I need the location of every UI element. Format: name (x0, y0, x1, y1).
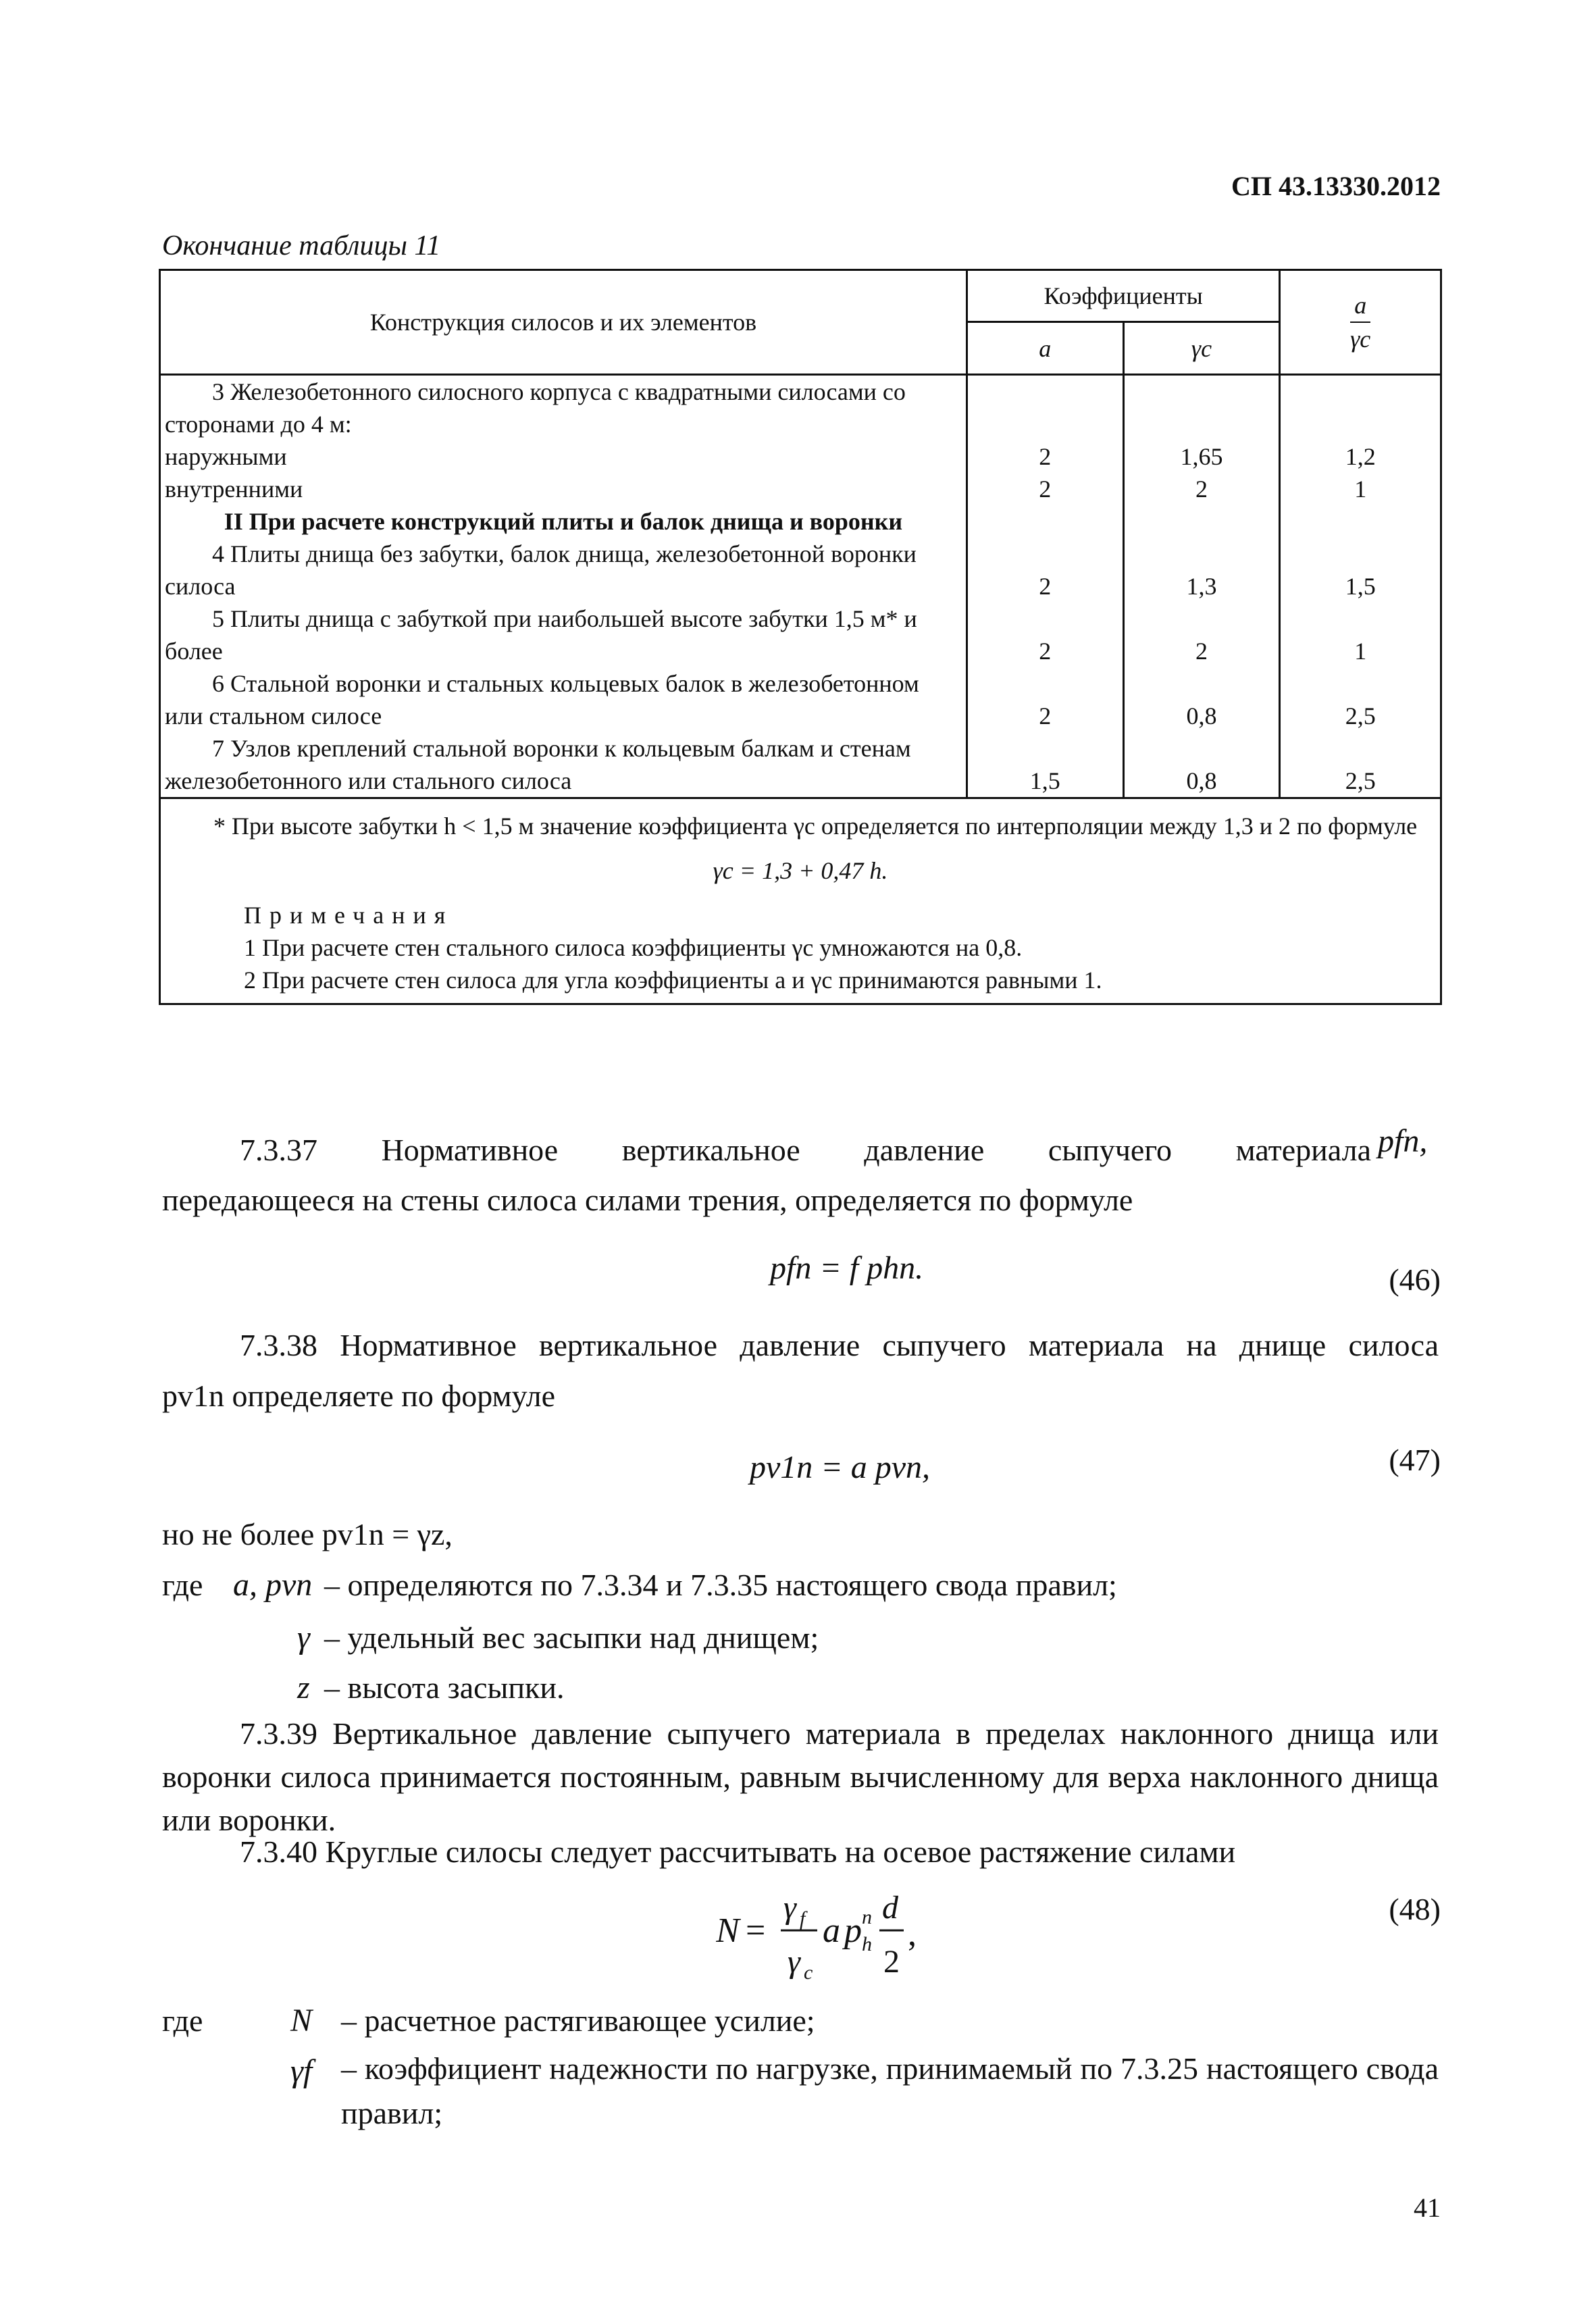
where-label-1: где (162, 1568, 203, 1602)
svg-text:a: a (823, 1911, 840, 1950)
svg-text:2: 2 (883, 1944, 900, 1980)
def-gf-text: – коэффициент надежности по нагрузке, принимаемый по 7.3.25 настоящего свода правил; (341, 2051, 1439, 2130)
gc-value: 0,8 (1186, 702, 1217, 729)
document-number: СП 43.13330.2012 (1231, 171, 1441, 201)
header-gc: γc (1123, 322, 1280, 375)
ratio-column (1280, 375, 1441, 798)
svg-text:f: f (800, 1907, 806, 1930)
table-11 (159, 269, 1442, 1005)
svg-text:h: h (862, 1933, 872, 1955)
gc-value: 0,8 (1186, 767, 1217, 794)
ratio-value: 1,5 (1345, 573, 1376, 600)
svg-text:γ: γ (788, 1944, 800, 1980)
note-2: 2 При расчете стен силоса для угла коэффициенты a и γc принимаются равными 1. (244, 967, 1102, 994)
notes-title: Примечания (244, 902, 454, 929)
section-ii: II При расчете конструкций плиты и балок днища и воронки (224, 508, 903, 535)
page-number: 41 (1414, 2192, 1441, 2223)
a-value: 1,5 (1029, 767, 1060, 794)
svg-text:,: , (908, 1915, 917, 1953)
gc-value: 1,3 (1186, 573, 1217, 600)
equation-number-48: (48) (1389, 1892, 1441, 1926)
ratio-fraction (1350, 289, 1370, 355)
gc-column (1123, 375, 1280, 798)
def-a-text: – определяются по 7.3.34 и 7.3.35 настоящего свода правил; (324, 1568, 1117, 1602)
svg-text:N: N (716, 1911, 740, 1950)
header-ratio (1280, 270, 1441, 375)
formula-47: pv1n = a pvn, (750, 1449, 930, 1485)
a-value: 2 (1039, 573, 1052, 600)
para-7-3-38-line2: pv1n определяете по формуле (162, 1379, 555, 1413)
construction-cell (160, 375, 967, 798)
para-7-3-37-line2: передающееся на стены силоса силами трения, определяется по формуле (162, 1183, 1133, 1217)
table-notes (160, 798, 1441, 1004)
equation-number-46: (46) (1389, 1262, 1441, 1297)
svg-text:c: c (804, 1961, 813, 1984)
ratio-value: 1 (1354, 638, 1367, 665)
formula-48 (716, 1871, 1000, 1986)
def-a-symbol: a, pvn (233, 1567, 313, 1603)
footnote-formula: γc = 1,3 + 0,47 h. (713, 857, 888, 884)
def-N-text: – расчетное растягивающее усилие; (341, 2003, 815, 2038)
svg-text:γ: γ (783, 1890, 796, 1926)
ratio-value: 2,5 (1345, 767, 1376, 794)
para-7-3-40: 7.3.40 Круглые силосы следует рассчитывать на осевое растяжение силами (240, 1834, 1236, 1869)
ratio-value: 1,2 (1345, 443, 1376, 470)
row-inner: внутренними (165, 475, 303, 503)
para-7-3-39: 7.3.39 Вертикальное давление сыпучего материала в пределах наклонного днища или воронки силоса принимается постоянным, равным вычисленному для верха наклонного днища или воронки. (162, 1716, 1439, 1837)
svg-text:=: = (746, 1911, 766, 1950)
header-a: a (967, 322, 1123, 375)
footnote: * При высоте забутки h < 1,5 м значение коэффициента γc определяется по интерполяции между 1,3 и 2 по формуле (213, 813, 1418, 840)
formula-46: pfn = f phn. (770, 1250, 924, 1286)
ratio-value: 2,5 (1345, 702, 1376, 729)
ratio-value: 1 (1354, 475, 1367, 503)
a-column (967, 375, 1123, 798)
header-coefficients: Коэффициенты (967, 270, 1280, 322)
def-N-symbol: N (290, 2003, 313, 2038)
a-value: 2 (1039, 443, 1052, 470)
header-construction: Конструкция силосов и их элементов (160, 270, 967, 375)
where-label-2: где (162, 2003, 203, 2038)
def-gf-symbol: γf (290, 2053, 313, 2089)
para-7-3-38-line1: 7.3.38 Нормативное вертикальное давление сыпучего материала на днище силоса (240, 1328, 1439, 1362)
gc-value: 2 (1195, 475, 1208, 503)
note-1: 1 При расчете стен стального силоса коэффициенты γc умножаются на 0,8. (244, 934, 1023, 961)
gc-value: 2 (1195, 638, 1208, 665)
row-6: 6 Стальной воронки и стальных кольцевых балок в железобетонном или стальном силосе (165, 670, 919, 729)
para-7-3-37-line1: 7.3.37 Нормативное вертикальное давление сыпучего материала (240, 1133, 1371, 1167)
table-caption: Окончание таблицы 11 (162, 230, 441, 261)
def-z-symbol: z (297, 1670, 310, 1705)
ratio-denominator: γc (1350, 326, 1371, 353)
row-outer: наружными (165, 443, 287, 470)
row-3: 3 Железобетонного силосного корпуса с квадратными силосами со сторонами до 4 м: (165, 378, 906, 438)
equation-number-47: (47) (1389, 1443, 1441, 1477)
a-value: 2 (1039, 702, 1052, 729)
def-gamma-text: – удельный вес засыпки над днищем; (324, 1620, 819, 1655)
gc-value: 1,65 (1180, 443, 1223, 470)
row-7: 7 Узлов креплений стальной воронки к кольцевым балкам и стенам железобетонного или стального силоса (165, 735, 911, 794)
svg-text:d: d (882, 1890, 898, 1926)
a-value: 2 (1039, 638, 1052, 665)
def-z-text: – высота засыпки. (324, 1670, 565, 1705)
def-gamma-symbol: γ (297, 1620, 310, 1655)
not-more-than: но не более pv1n = γz, (162, 1517, 453, 1551)
a-value: 2 (1039, 475, 1052, 503)
row-4: 4 Плиты днища без забутки, балок днища, железобетонной воронки силоса (165, 540, 917, 600)
svg-text:n: n (862, 1906, 872, 1928)
row-5: 5 Плиты днища с забуткой при наибольшей высоте забутки 1,5 м* и более (165, 605, 917, 665)
svg-text:p: p (844, 1911, 862, 1950)
pfn-symbol: pfn, (1378, 1123, 1428, 1159)
ratio-numerator: a (1350, 289, 1370, 323)
